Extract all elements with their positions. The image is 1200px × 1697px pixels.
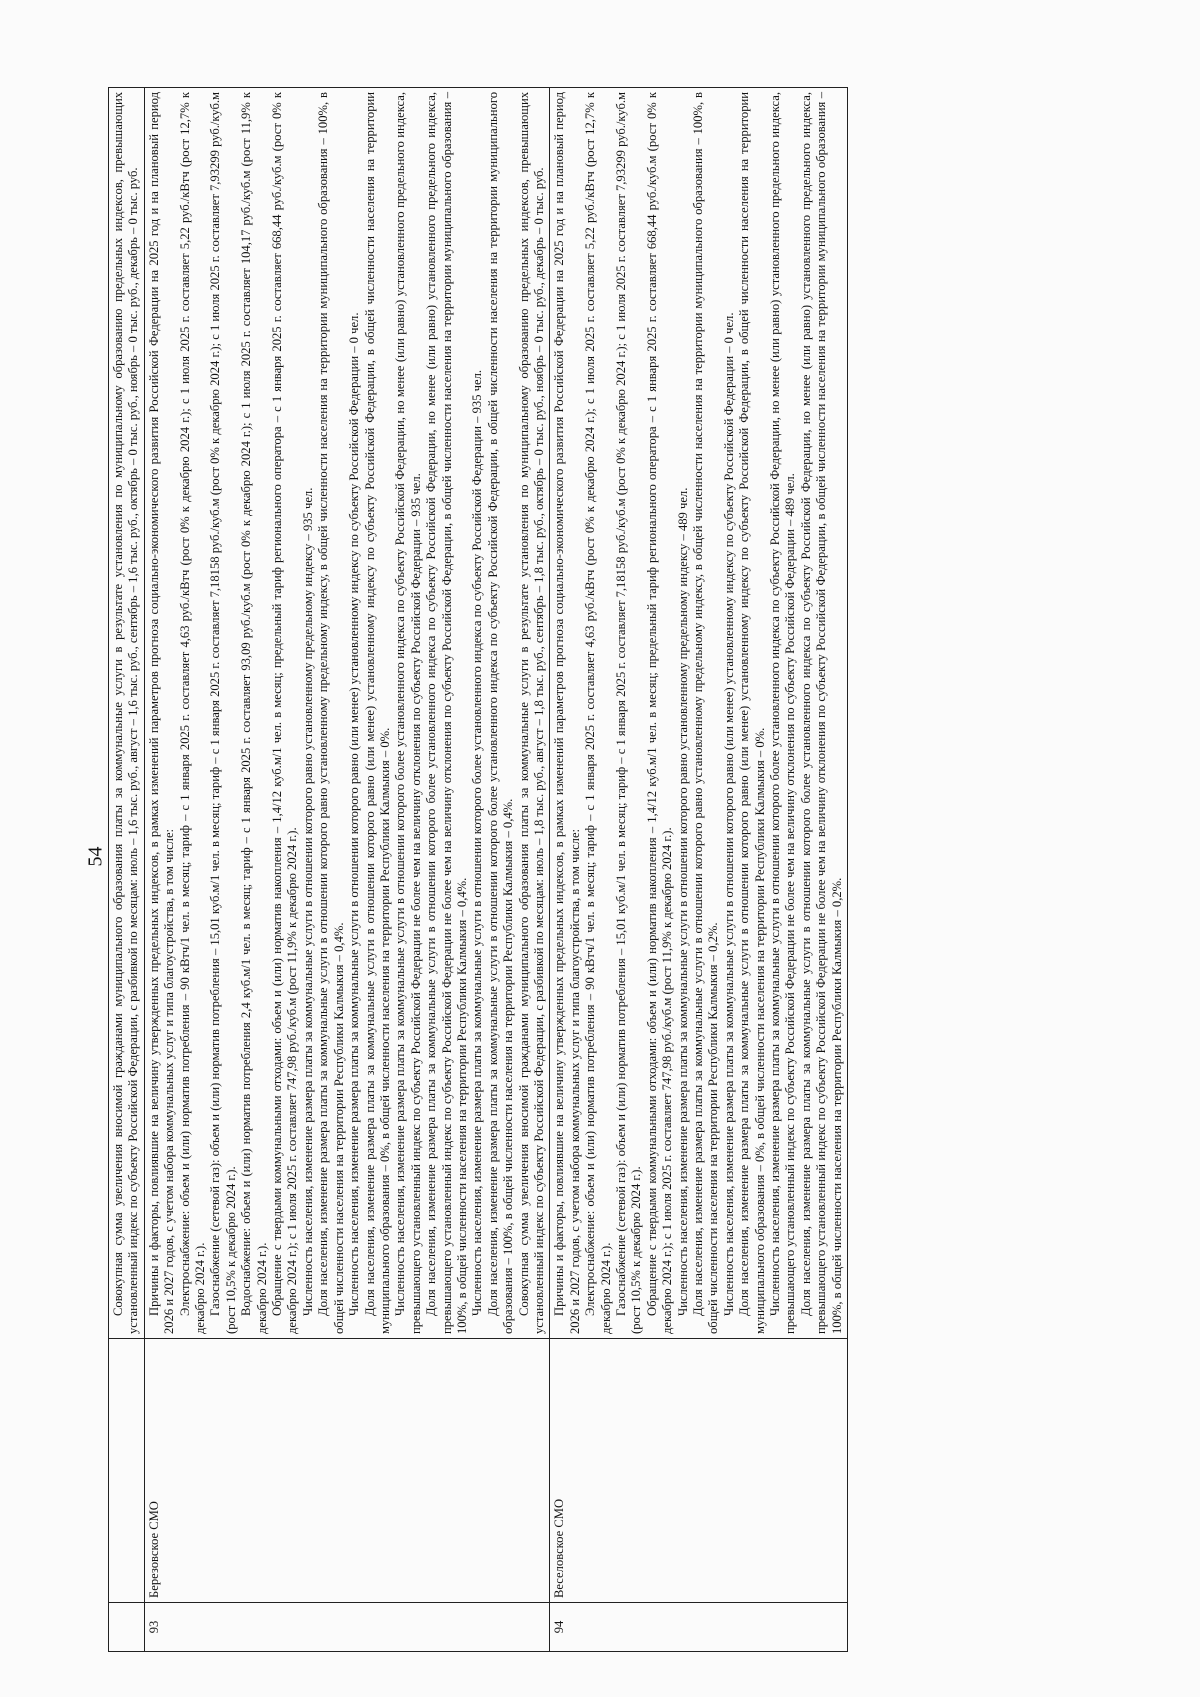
table-row <box>550 88 848 1652</box>
description-paragraph: Обращение с твердыми коммунальными отходами: объем и (или) норматив накопления – 1,4/12 куб.м/1 чел. в месяц; предельный тариф регионального оператора – с 1 января 2025 г. составляет 668,44 руб./куб.м (рост 0% к декабрю 2024 г.); с 1 июля 2025 г. составляет 747,98 руб./куб.м (рост 11,9% к декабрю 2024 г.). <box>270 92 300 1334</box>
description-cell <box>109 88 145 1339</box>
municipality-cell <box>144 1339 550 1603</box>
table-row <box>109 88 145 1652</box>
row-number: 93 <box>146 1620 161 1634</box>
description-paragraph: Доля населения, изменение размера платы за коммунальные услуги в отношении которого более установленного индекса по субъекту Российской Федерации, в общей численности населения на территории муниципального образования – 100%, в общей численности населения на территории Республики Калмыкия – 0,4%. <box>485 92 516 1334</box>
continuation-paragraph: Совокупная сумма увеличения вносимой гражданами муниципального образования платы за коммунальные услуги в результате установления по муниципальному образованию предельных индексов, превышающих установленный индекс по субъекту Российской Федерации, с разбивкой по месяцам: июль – 1,6 тыс. руб., август – 1,6 тыс. руб., сентябрь – 1,6 тыс. руб., октябрь – 0 тыс. руб., ноябрь – 0 тыс. руб., декабрь – 0 тыс. руб. <box>111 92 141 1334</box>
description-paragraph: Причины и факторы, повлиявшие на величину утвержденных предельных индексов, в рамках изменений параметров прогноза социально-экономического развития Российской Федерации на 2025 год и на плановый период 2026 и 2027 годов, с учетом набора коммунальных услуг и типа благоустройства, в том числе: <box>146 92 177 1334</box>
description-paragraph: Доля населения, изменение размера платы за коммунальные услуги в отношении которого более установленного индекса по субъекту Российской Федерации, но менее (или равно) установленного предельного индекса, превышающего установленный индекс по субъекту Российской Федерации не более чем на величину отклонения по субъекту Российской Федерации, в общей численности населения на территории муниципального образования – 100%, в общей численности населения на территории Республики Калмыкия – 0,4%. <box>424 92 469 1334</box>
description-paragraph: Численность населения, изменение размера платы за коммунальные услуги в отношении которого более установленного индекса по субъекту Российской Федерации, но менее (или равно) установленного предельного индекса, превышающего установленный индекс по субъекту Российской Федерации не более чем на величину отклонения по субъекту Российской Федерации – 489 чел. <box>768 92 798 1334</box>
description-paragraph: Электроснабжение: объем и (или) норматив потребления – 90 кВтч/1 чел. в месяц; тариф – с 1 января 2025 г. составляет 4,63 руб./кВтч (рост 0% к декабрю 2024 г.); с 1 июля 2025 г. составляет 5,22 руб./кВтч (рост 12,7% к декабрю 2024 г.). <box>177 92 208 1334</box>
description-paragraph: Численность населения, изменение размера платы за коммунальные услуги в отношении которого равно установленному предельному индексу – 935 чел. <box>300 487 315 1316</box>
description-cell <box>550 88 848 1339</box>
description-paragraph: Численность населения, изменение размера платы за коммунальные услуги в отношении которого равно (или менее) установленному индексу по субъекту Российской Федерации – 0 чел. <box>721 312 736 1316</box>
indices-table <box>108 87 848 1652</box>
description-paragraph: Численность населения, изменение размера платы за коммунальные услуги в отношении которого более установленного индекса по субъекту Российской Федерации, но менее (или равно) установленного предельного индекса, превышающего установленный индекс по субъекту Российской Федерации не более чем на величину отклонения по субъекту Российской Федерации – 935 чел. <box>393 92 423 1334</box>
description-paragraph: Газоснабжение (сетевой газ): объем и (или) норматив потребления – 15,01 куб.м/1 чел. в месяц; тариф – с 1 января 2025 г. составляет 7,18158 руб./куб.м (рост 0% к декабрю 2024 г.); с 1 июля 2025 г. составляет 7,93299 руб./куб.м (рост 10,5% к декабрю 2024 г.). <box>614 92 644 1334</box>
page-number: 54 <box>84 846 107 867</box>
row-number-cell <box>109 1603 145 1652</box>
municipality-name: Веселовское СМО <box>552 1498 567 1598</box>
description-paragraph: Обращение с твердыми коммунальными отходами: объем и (или) норматив накопления – 1,4/12 куб.м/1 чел. в месяц; предельный тариф регионального оператора – с 1 января 2025 г. составляет 668,44 руб./куб.м (рост 0% к декабрю 2024 г.); с 1 июля 2025 г. составляет 747,98 руб./куб.м (рост 11,9% к декабрю 2024 г.). <box>644 92 675 1334</box>
description-paragraph: Численность населения, изменение размера платы за коммунальные услуги в отношении которого более установленного индекса по субъекту Российской Федерации – 935 чел. <box>470 369 485 1316</box>
description-paragraph: Доля населения, изменение размера платы за коммунальные услуги в отношении которого равно (или менее) установленному индексу по субъекту Российской Федерации, в общей численности населения на территории муниципального образования – 0%, в общей численности населения на территории Республики Калмыкия – 0%. <box>362 92 392 1334</box>
row-number: 94 <box>552 1620 567 1634</box>
description-paragraph: Доля населения, изменение размера платы за коммунальные услуги в отношении которого равно (или менее) установленному индексу по субъекту Российской Федерации, в общей численности населения на территории муниципального образования – 0%, в общей численности населения на территории Республики Калмыкия – 0%. <box>737 92 767 1334</box>
municipality-cell <box>550 1339 848 1603</box>
description-paragraph: Доля населения, изменение размера платы за коммунальные услуги в отношении которого равно установленному предельному индексу, в общей численности населения на территории муниципального образования – 100%, в общей численности населения на территории Республики Калмыкия – 0,2%. <box>691 92 721 1334</box>
table-row <box>144 88 550 1652</box>
municipality-name: Березовское СМО <box>146 1501 161 1598</box>
description-paragraph: Газоснабжение (сетевой газ): объем и (или) норматив потребления – 15,01 куб.м/1 чел. в месяц; тариф – с 1 января 2025 г. составляет 7,18158 руб./куб.м (рост 0% к декабрю 2024 г.); с 1 июля 2025 г. составляет 7,93299 руб./куб.м (рост 10,5% к декабрю 2024 г.). <box>208 92 238 1334</box>
description-paragraph: Электроснабжение: объем и (или) норматив потребления – 90 кВтч/1 чел. в месяц; тариф – с 1 января 2025 г. составляет 4,63 руб./кВтч (рост 0% к декабрю 2024 г.); с 1 июля 2025 г. составляет 5,22 руб./кВтч (рост 12,7% к декабрю 2024 г.). <box>583 92 613 1334</box>
description-paragraph: Совокупная сумма увеличения вносимой гражданами муниципального образования платы за коммунальные услуги в результате установления по муниципальному образованию предельных индексов, превышающих установленный индекс по субъекту Российской Федерации, с разбивкой по месяцам: июль – 1,8 тыс. руб., август – 1,8 тыс. руб., сентябрь – 1,8 тыс. руб., октябрь – 0 тыс. руб., ноябрь – 0 тыс. руб., декабрь – 0 тыс. руб. <box>516 92 546 1334</box>
municipality-cell <box>109 1339 145 1603</box>
description-paragraph: Численность населения, изменение размера платы за коммунальные услуги в отношении которого равно установленному предельному индексу – 489 чел. <box>675 487 690 1316</box>
row-number-cell <box>144 1603 550 1652</box>
description-cell <box>144 88 550 1339</box>
description-paragraph: Водоснабжение: объем и (или) норматив потребления 2,4 куб.м/1 чел. в месяц; тариф – с 1 января 2025 г. составляет 93,09 руб./куб.м (рост 0% к декабрю 2024 г.); с 1 июля 2025 г. составляет 104,17 руб./куб.м (рост 11,9% к декабрю 2024 г.). <box>239 92 269 1334</box>
description-paragraph: Численность населения, изменение размера платы за коммунальные услуги в отношении которого равно (или менее) установленному индексу по субъекту Российской Федерации – 0 чел. <box>347 312 362 1316</box>
row-number-cell <box>550 1603 848 1652</box>
description-paragraph: Доля населения, изменение размера платы за коммунальные услуги в отношении которого более установленного индекса по субъекту Российской Федерации, но менее (или равно) установленного предельного индекса, превышающего установленный индекс по субъекту Российской Федерации не более чем на величину отклонения по субъекту Российской Федерации, в общей численности населения на территории муниципального образования – 100%, в общей численности населения на территории Республики Калмыкия – 0,2%. <box>798 92 844 1334</box>
description-paragraph: Доля населения, изменение размера платы за коммунальные услуги в отношении которого равно установленному предельному индексу, в общей численности населения на территории муниципального образования – 100%, в общей численности населения на территории Республики Калмыкия – 0,4%. <box>316 92 346 1334</box>
rotated-page-content <box>108 87 1100 1652</box>
description-paragraph: Причины и факторы, повлиявшие на величину утвержденных предельных индексов, в рамках изменений параметров прогноза социально-экономического развития Российской Федерации на 2025 год и на плановый период 2026 и 2027 годов, с учетом набора коммунальных услуг и типа благоустройства, в том числе: <box>552 92 582 1334</box>
